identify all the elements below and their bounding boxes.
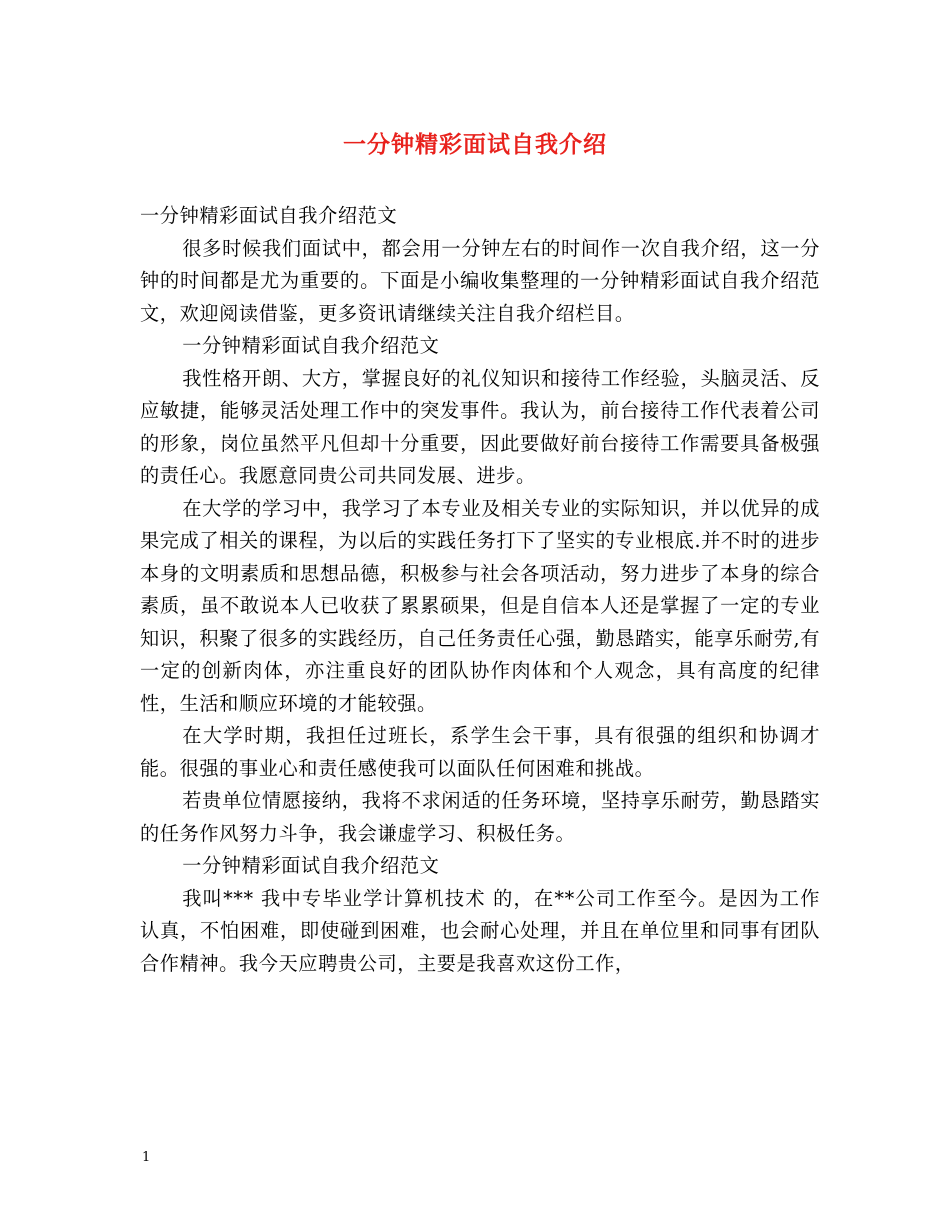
document-body [140,200,820,980]
section-heading: 一分钟精彩面试自我介绍范文 [182,854,440,877]
page-number: 1 [142,1150,151,1165]
body-paragraph: 我叫*** 我中专毕业学计算机技术 的，在**公司工作至今。是因为工作认真，不怕困难，即使碰到困难，也会耐心处理，并且在单位里和同事有团队合作精神。我今天应聘贵公司，主要是我喜欢这份工作， [140,886,820,975]
body-paragraph: 若贵单位情愿接纳，我将不求闲适的任务环境，坚持享乐耐劳，勤恳踏实的任务作风努力斗争，我会谦虚学习、积极任务。 [140,789,820,845]
section-heading: 一分钟精彩面试自我介绍范文 [182,334,440,357]
subtitle-paragraph: 一分钟精彩面试自我介绍范文 [140,204,398,227]
body-paragraph: 在大学时期，我担任过班长，系学生会干事，具有很强的组织和协调才能。很强的事业心和责任感使我可以面队任何困难和挑战。 [140,724,820,780]
intro-paragraph: 很多时候我们面试中，都会用一分钟左右的时间作一次自我介绍，这一分钟的时间都是尤为重要的。下面是小编收集整理的一分钟精彩面试自我介绍范文，欢迎阅读借鉴，更多资讯请继续关注自我介绍栏目。 [140,236,820,325]
body-paragraph: 我性格开朗、大方，掌握良好的礼仪知识和接待工作经验，头脑灵活、反应敏捷，能够灵活处理工作中的突发事件。我认为，前台接待工作代表着公司的形象，岗位虽然平凡但却十分重要，因此要做好前台接待工作需要具备极强的责任心。我愿意同贵公司共同发展、进步。 [140,366,820,487]
page-title: 一分钟精彩面试自我介绍 [343,131,607,158]
body-paragraph: 在大学的学习中，我学习了本专业及相关专业的实际知识，并以优异的成果完成了相关的课程，为以后的实践任务打下了坚实的专业根底.并不时的进步本身的文明素质和思想品德，积极参与社会各项活动，努力进步了本身的综合素质，虽不敢说本人已收获了累累硕果，但是自信本人还是掌握了一定的专业知识，积聚了很多的实践经历，自己任务责任心强，勤恳踏实，能享乐耐劳,有一定的创新肉体，亦注重良好的团队协作肉体和个人观念，具有高度的纪律性，生活和顺应环境的才能较强。 [140,496,820,715]
